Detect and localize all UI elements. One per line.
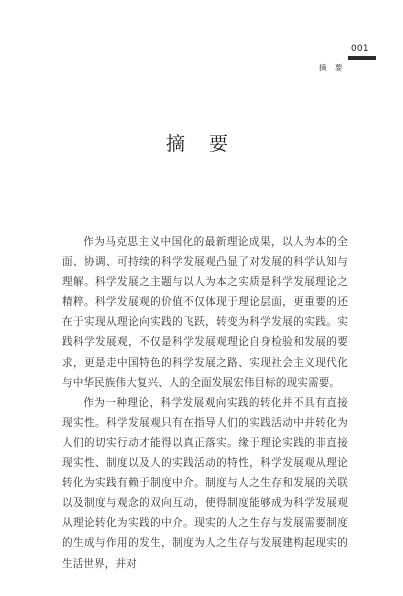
page-number: 001 — [351, 44, 369, 54]
header-rule — [348, 56, 376, 60]
page-title: 摘 要 — [165, 133, 238, 155]
paragraph: 作为马克思主义中国化的最新理论成果，以人为本的全面、协调、可持续的科学发展观凸显了对发展的科学认知与理解。科学发展之主题与以人为本之实质是科学发展理论之精粹。科学发展观的价值不仅体现于理论层面，更重要的还在于实现从理论向实践的飞跃，转变为科学发展的实践。实践科学发展观，不仅是科学发展观理论自身检验和发展的要求，更是走中国特色的科学发展之路、实现社会主义现代化与中华民族伟大复兴、人的全面发展宏伟目标的现实需要。 — [62, 236, 348, 389]
body-text — [62, 232, 348, 574]
running-head: 摘 要 — [319, 63, 346, 72]
paragraph: 作为一种理论，科学发展观向实践的转化并不具有直接现实性。科学发展观只有在指导人们的实践活动中并转化为人们的切实行动才能得以真正落实。缘于理论实践的非直接现实性、制度以及人的实践活动的特性，科学发展观从理论转化为实践有赖于制度中介。制度与人之生存和发展的关联以及制度与观念的双向互动，使得制度能够成为科学发展观从理论转化为实践的中介。现实的人之生存与发展需要制度的生成与作用的发生，制度为人之生存与发展建构起现实的生活世界，并对 — [62, 396, 348, 570]
